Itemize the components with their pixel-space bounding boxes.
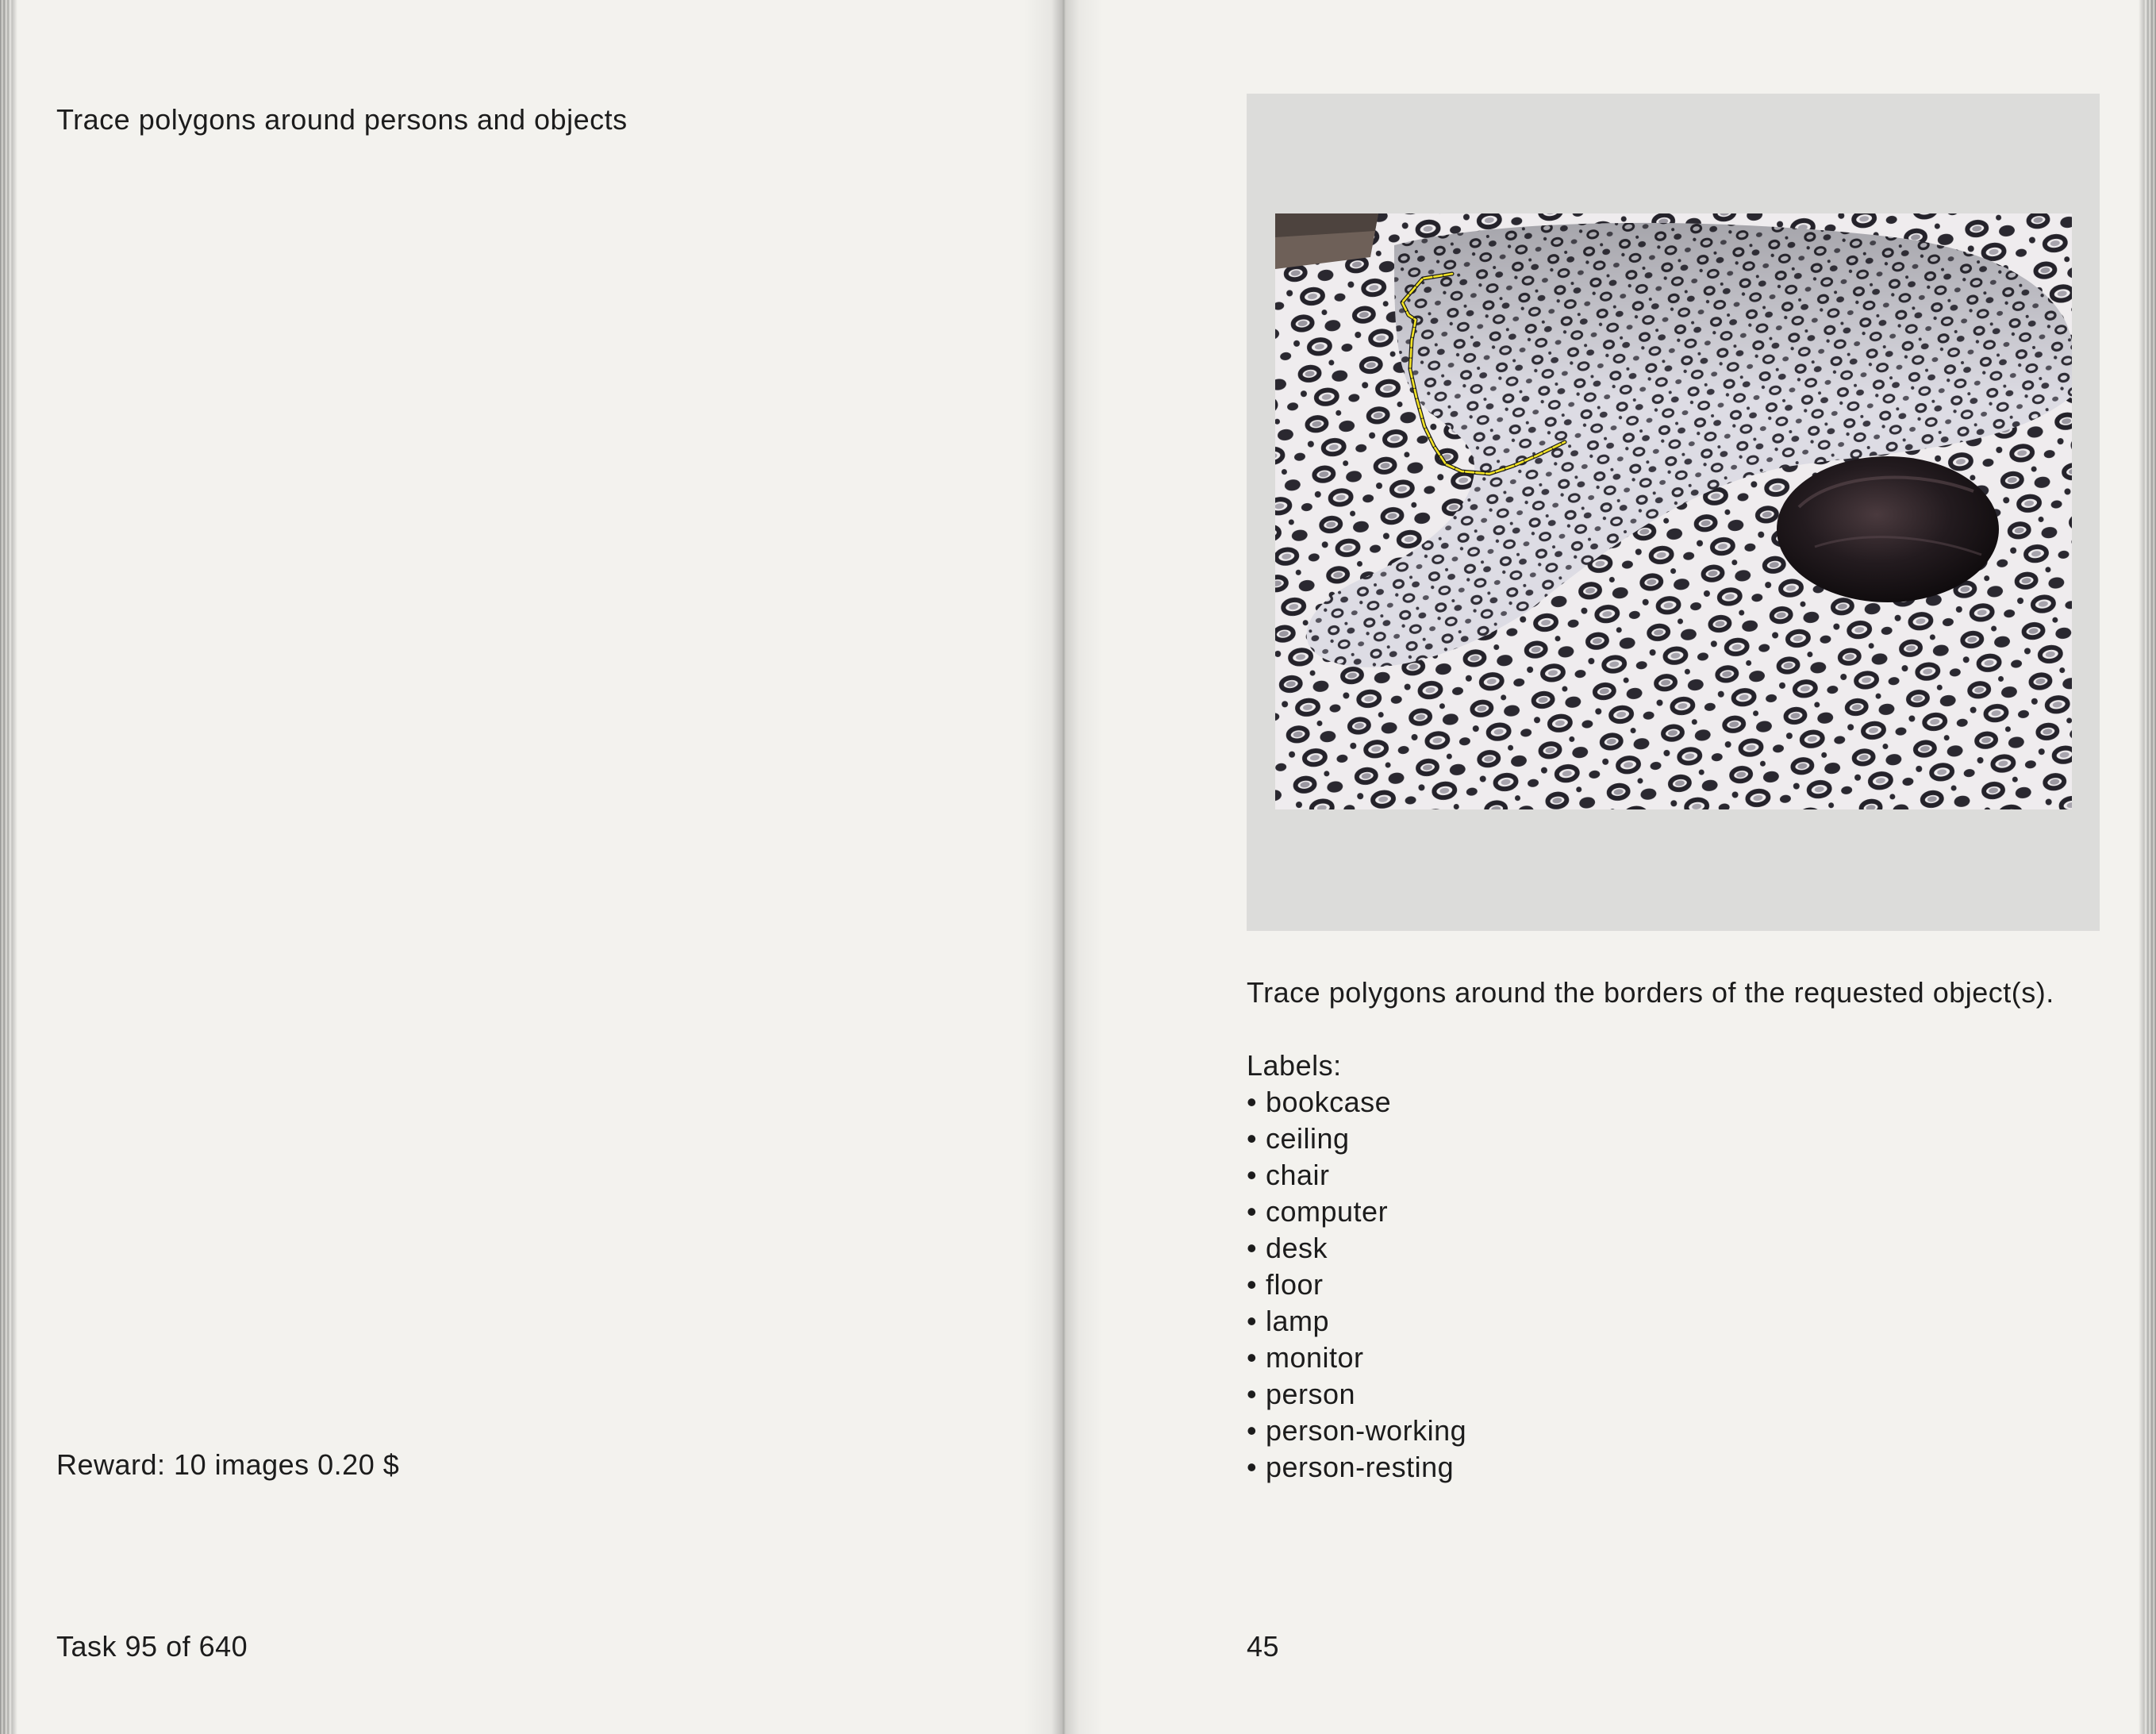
bullet: • bbox=[1247, 1414, 1258, 1447]
label-item bbox=[1247, 1303, 1466, 1340]
bullet: • bbox=[1247, 1378, 1258, 1410]
label-item bbox=[1247, 1157, 1466, 1194]
bullet: • bbox=[1247, 1341, 1258, 1374]
reward-text: Reward: 10 images 0.20 $ bbox=[56, 1448, 400, 1481]
labels-section bbox=[1247, 1048, 1466, 1486]
label-computer: computer bbox=[1266, 1195, 1389, 1228]
label-item bbox=[1247, 1084, 1466, 1121]
bullet: • bbox=[1247, 1122, 1258, 1155]
bullet: • bbox=[1247, 1195, 1258, 1228]
bullet: • bbox=[1247, 1159, 1258, 1191]
bullet: • bbox=[1247, 1268, 1258, 1301]
task-counter: Task 95 of 640 bbox=[56, 1630, 248, 1663]
left-page-edges bbox=[0, 0, 17, 1734]
bullet: • bbox=[1247, 1086, 1258, 1118]
right-page-edges bbox=[2139, 0, 2156, 1734]
left-page bbox=[17, 0, 1073, 1734]
label-person-working: person-working bbox=[1266, 1414, 1467, 1447]
right-page bbox=[1079, 0, 2139, 1734]
label-lamp: lamp bbox=[1266, 1305, 1330, 1337]
label-floor: floor bbox=[1266, 1268, 1324, 1301]
page-number: 45 bbox=[1247, 1630, 1280, 1663]
bullet: • bbox=[1247, 1232, 1258, 1264]
label-ceiling: ceiling bbox=[1266, 1122, 1350, 1155]
label-item bbox=[1247, 1194, 1466, 1230]
bullet: • bbox=[1247, 1451, 1258, 1483]
label-bookcase: bookcase bbox=[1266, 1086, 1392, 1118]
label-chair: chair bbox=[1266, 1159, 1330, 1191]
left-page-heading: Trace polygons around persons and objects bbox=[56, 103, 628, 136]
instructions-text: Trace polygons around the borders of the requested object(s). bbox=[1247, 976, 2054, 1009]
label-item bbox=[1247, 1340, 1466, 1376]
label-person: person bbox=[1266, 1378, 1356, 1410]
annotation-photo[interactable] bbox=[1275, 213, 2072, 809]
label-item bbox=[1247, 1121, 1466, 1157]
bullet: • bbox=[1247, 1305, 1258, 1337]
book-gutter-shadow bbox=[1024, 0, 1103, 1734]
label-item bbox=[1247, 1413, 1466, 1449]
label-item bbox=[1247, 1449, 1466, 1486]
label-desk: desk bbox=[1266, 1232, 1328, 1264]
label-person-resting: person-resting bbox=[1266, 1451, 1455, 1483]
label-item bbox=[1247, 1230, 1466, 1267]
labels-title: Labels: bbox=[1247, 1049, 1342, 1082]
label-item bbox=[1247, 1376, 1466, 1413]
annotation-image-panel bbox=[1247, 94, 2100, 931]
label-monitor: monitor bbox=[1266, 1341, 1364, 1374]
label-item bbox=[1247, 1267, 1466, 1303]
label-list bbox=[1247, 1084, 1466, 1486]
